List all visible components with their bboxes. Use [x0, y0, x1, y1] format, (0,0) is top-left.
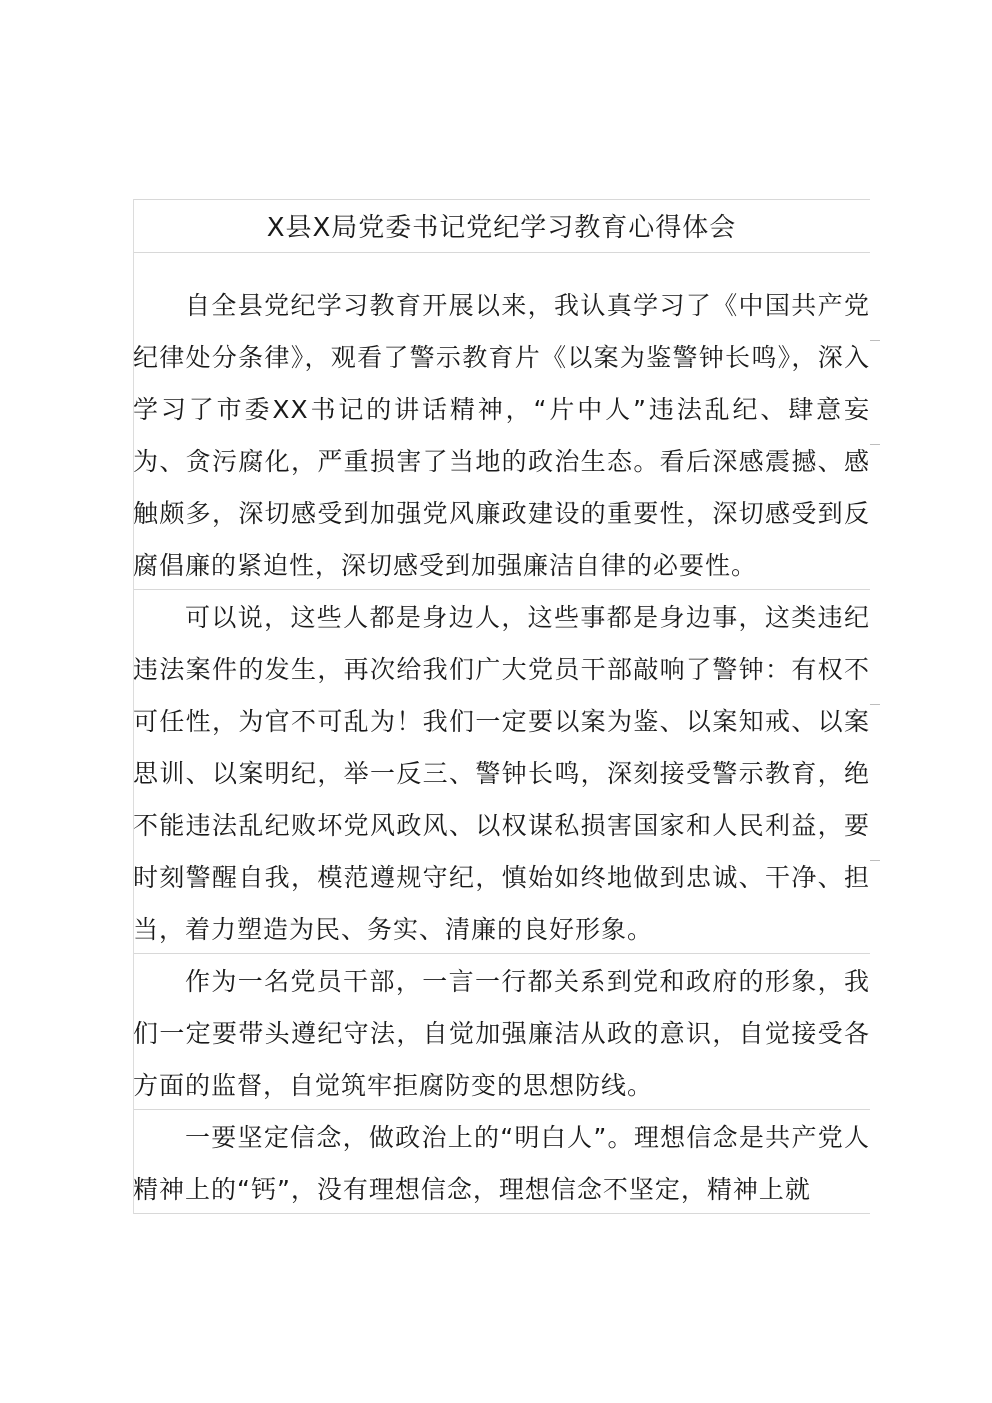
body-paragraph-2: 可以说，这些人都是身边人，这些事都是身边事，这类违纪违法案件的发生，再次给我们广大党员干部敲响了警钟：有权不可任性，为官不可乱为！我们一定要以案为鉴、以案知戒、以案思训、以案明纪，举一反三、警钟长鸣，深刻接受警示教育，绝不能违法乱纪败坏党风政风、以权谋私损害国家和人民利益，要时刻警醒自我，模范遵规守纪，慎始如终地做到忠诚、干净、担当，着力塑造为民、务实、清廉的良好形象。	[133, 603, 870, 944]
document-title: X县X局党委书记党纪学习教育心得体会	[266, 213, 737, 243]
margin-tick	[870, 704, 880, 705]
margin-tick	[870, 340, 880, 341]
body-paragraph-1: 自全县党纪学习教育开展以来，我认真学习了《中国共产党纪律处分条律》，观看了警示教育片《以案为鉴警钟长鸣》，深入学习了市委XX书记的讲话精神，“片中人”违法乱纪、肆意妄为、贪污腐化，严重损害了当地的政治生态。看后深感震撼、感触颇多，深切感受到加强党风廉政建设的重要性，深切感受到反腐倡廉的紧迫性，深切感受到加强廉洁自律的必要性。	[133, 291, 870, 580]
frame-top-rule	[133, 199, 870, 200]
body-paragraph-3: 作为一名党员干部，一言一行都关系到党和政府的形象，我们一定要带头遵纪守法，自觉加强廉洁从政的意识，自觉接受各方面的监督，自觉筑牢拒腐防变的思想防线。	[133, 967, 870, 1100]
margin-tick	[870, 444, 880, 445]
body-paragraph-4: 一要坚定信念，做政治上的“明白人”。理想信念是共产党人精神上的“钙”，没有理想信念，理想信念不坚定，精神上就	[133, 1123, 870, 1204]
title-bottom-rule	[133, 252, 870, 253]
margin-tick	[870, 860, 880, 861]
